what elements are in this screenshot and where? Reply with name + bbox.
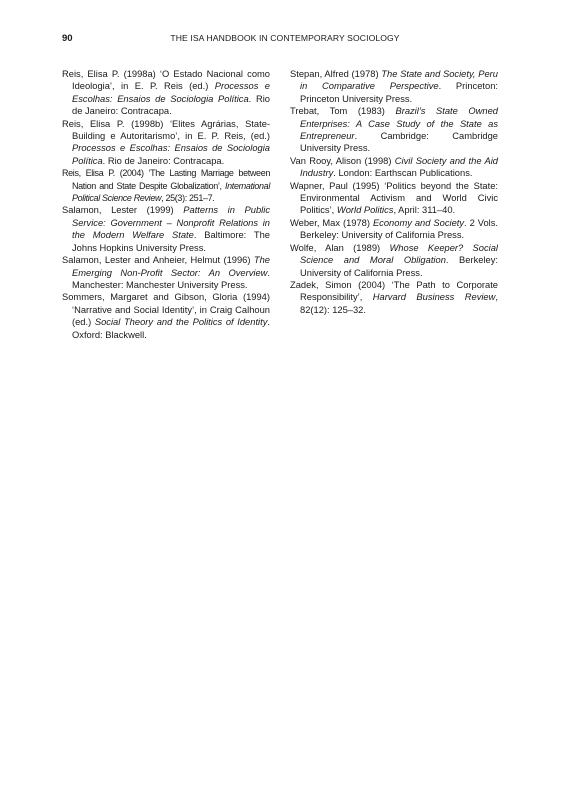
reference-entry	[290, 180, 498, 217]
reference-text: . Oxford: Blackwell.	[72, 317, 271, 340]
reference-text: . Cambridge: Cambridge University Press.	[300, 131, 498, 154]
reference-entry	[290, 242, 498, 279]
reference-entry	[62, 204, 270, 254]
reference-title: Processos e Escolhas: Ensaios de Sociologia Política	[72, 81, 270, 104]
reference-title: International Political Science Review	[72, 180, 270, 204]
reference-text: , April: 311–40.	[393, 205, 456, 216]
reference-entry	[62, 118, 270, 168]
reference-title: Economy and Society	[372, 217, 465, 228]
reference-entry	[290, 68, 498, 105]
reference-text: Weber, Max (1978)	[290, 217, 373, 228]
reference-entry	[290, 217, 498, 242]
reference-text: Reis, Elisa P. (2004) ‘The Lasting Marriage between Nation and State Despite Globalization’,	[62, 168, 270, 191]
reference-text: Trebat, Tom (1983)	[290, 106, 396, 117]
reference-entry	[62, 291, 270, 341]
reference-text: Stepan, Alfred (1978)	[290, 69, 382, 79]
reference-text: . Rio de Janeiro: Contracapa.	[102, 155, 225, 166]
reference-title: The State and Society, Peru in Comparative Perspective	[300, 69, 498, 92]
reference-title: Social Theory and the Politics of Identity	[94, 317, 268, 328]
reference-text: , 25(3): 251–7.	[161, 193, 215, 204]
reference-text: Reis, Elisa P. (1998a) ‘O Estado Nacional como Ideologia’, in E. P. Reis (ed.)	[62, 69, 270, 92]
reference-text: Salamon, Lester and Anheier, Helmut (1996)	[62, 255, 254, 266]
reference-title: Harvard Business Review	[372, 292, 496, 303]
running-head	[62, 33, 508, 47]
reference-text: Wapner, Paul (1995) ‘Politics beyond the State: Environmental Activism and World Civic Politics’,	[290, 180, 498, 216]
reference-text: Wolfe, Alan (1989)	[290, 242, 390, 253]
reference-column-right	[290, 68, 498, 316]
reference-entry	[290, 105, 498, 155]
reference-text: . Baltimore: The Johns Hopkins University Press.	[72, 230, 270, 253]
reference-text: Salamon, Lester (1999)	[62, 205, 184, 216]
reference-text: Reis, Elisa P. (1998b) ‘Elites Agrárias, State-Building e Autoritarismo’, in E. P. Reis, (ed.)	[62, 118, 270, 142]
reference-entry	[62, 254, 270, 291]
reference-title: Brazil’s State Owned Enterprises: A Case Study of the State as Entrepreneur	[300, 106, 498, 142]
reference-text: , 82(12): 125–32.	[300, 292, 498, 315]
reference-entry	[290, 155, 498, 180]
reference-text: Van Rooy, Alison (1998)	[290, 155, 395, 166]
page-number: 90	[62, 33, 73, 44]
reference-title: The Emerging Non-Profit Sector: An Overview	[72, 255, 270, 278]
running-title: THE ISA HANDBOOK IN CONTEMPORARY SOCIOLOGY	[170, 33, 400, 43]
reference-column-left	[62, 68, 270, 341]
reference-text: . Princeton: Princeton University Press.	[300, 81, 498, 104]
reference-entry	[62, 167, 270, 204]
reference-title: Patterns in Public Service: Government – Nonprofit Relations in the Modern Welfare State	[72, 205, 270, 241]
reference-title: Whose Keeper? Social Science and Moral Obligation	[300, 242, 498, 266]
reference-text: . London: Earthscan Publications.	[333, 168, 473, 179]
reference-title: Civil Society and the Aid Industry	[300, 155, 498, 179]
reference-text: . Rio de Janeiro: Contracapa.	[72, 93, 270, 117]
reference-entry	[62, 68, 270, 118]
reference-text: . 2 Vols. Berkeley: University of California Press.	[300, 217, 498, 241]
reference-text: Sommers, Margaret and Gibson, Gloria (1994) ‘Narrative and Social Identity’, in Craig Calhoun (ed.)	[62, 292, 270, 328]
reference-entry	[290, 279, 498, 316]
reference-title: World Politics	[336, 205, 394, 216]
reference-text: Zadek, Simon (2004) ‘The Path to Corporate Responsibility’,	[290, 279, 498, 303]
reference-text: . Berkeley: University of California Press.	[300, 255, 498, 278]
reference-title: Processos e Escolhas: Ensaios de Sociologia Política	[72, 143, 270, 166]
reference-text: . Manchester: Manchester University Press.	[72, 267, 270, 290]
